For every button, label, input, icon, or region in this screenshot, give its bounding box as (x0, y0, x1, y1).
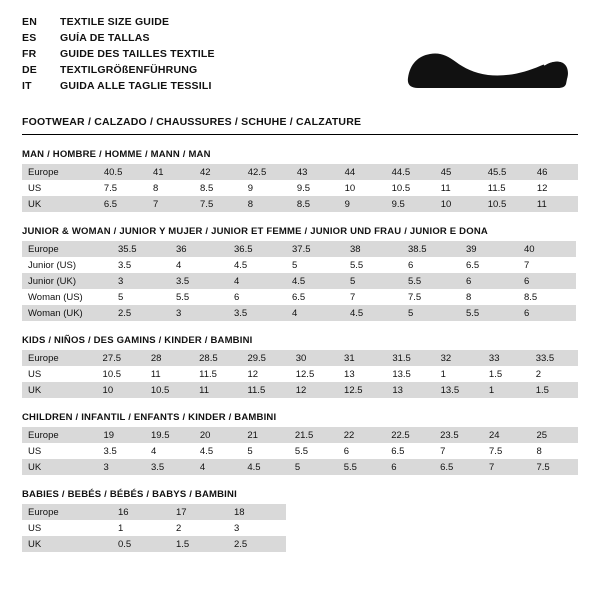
cell: 20 (194, 427, 241, 443)
dress-shoe-icon (394, 32, 574, 102)
size-table-body (22, 350, 578, 398)
group-title: MAN / HOMBRE / HOMME / MANN / MAN (22, 149, 211, 160)
cell: 1 (440, 368, 446, 380)
cell: 2 (535, 368, 541, 380)
language-row (22, 46, 215, 62)
cell: 8.5 (200, 182, 214, 194)
size-table-kids (22, 350, 578, 398)
cell: 10.5 (102, 368, 122, 380)
language-title-list (22, 14, 215, 94)
cell: 5 (289, 459, 338, 475)
size-table-body (22, 427, 578, 475)
cell: 6 (460, 273, 518, 289)
table-row (22, 366, 578, 382)
table-row (22, 180, 578, 196)
cell: 12 (247, 368, 259, 380)
table-row (22, 241, 576, 257)
cell: 7.5 (194, 196, 242, 212)
cell: 12.5 (338, 382, 386, 398)
cell: 7 (350, 291, 356, 303)
cell: 11 (440, 182, 451, 194)
cell: 6.5 (98, 196, 147, 212)
cell: 22.5 (385, 427, 434, 443)
table-row (22, 196, 578, 212)
group-kids (22, 335, 578, 398)
table-row (22, 305, 576, 321)
cell: 29.5 (241, 350, 289, 366)
cell: 11.5 (199, 368, 217, 380)
language-code: DE (22, 64, 37, 76)
cell: 40 (518, 241, 576, 257)
cell: 6.5 (292, 291, 306, 303)
row-label: Woman (UK) (22, 305, 112, 321)
row-label: Europe (22, 427, 98, 443)
cell: 31 (338, 350, 386, 366)
cell: 0.5 (112, 536, 170, 552)
row-label: Europe (22, 241, 112, 257)
cell: 33 (483, 350, 530, 366)
cell: 3 (234, 522, 240, 534)
cell: 5 (118, 291, 124, 303)
cell: 4 (194, 459, 241, 475)
table-row (22, 273, 576, 289)
row-label: Junior (UK) (22, 273, 112, 289)
cell: 5.5 (350, 259, 364, 271)
cell: 7 (524, 259, 530, 271)
header-divider (22, 134, 578, 135)
table-row (22, 443, 578, 459)
cell: 36 (170, 241, 228, 257)
language-code: IT (22, 80, 32, 92)
size-table-body (22, 164, 578, 212)
language-title: GUIDA ALLE TAGLIE TESSILI (60, 80, 212, 92)
cell: 38 (344, 241, 402, 257)
size-table-junior-woman (22, 241, 576, 321)
cell: 7 (440, 445, 446, 457)
cell: 5 (402, 305, 460, 321)
size-table-children (22, 427, 578, 475)
cell: 3 (98, 459, 145, 475)
table-row (22, 504, 286, 520)
cell: 6.5 (434, 459, 483, 475)
cell: 12.5 (295, 368, 315, 380)
cell: 4 (228, 273, 286, 289)
row-label: Woman (US) (28, 291, 83, 303)
cell: 27.5 (97, 350, 145, 366)
row-label: US (28, 445, 42, 457)
cell: 1.5 (170, 536, 228, 552)
group-title: CHILDREN / INFANTIL / ENFANTS / KINDER / BAMBINI (22, 412, 277, 423)
cell: 42 (194, 164, 242, 180)
cell: 4 (150, 445, 157, 457)
cell: 5.5 (460, 305, 518, 321)
table-row (22, 350, 578, 366)
table-row (22, 289, 576, 305)
cell: 2 (176, 522, 182, 534)
cell: 7.5 (103, 182, 118, 194)
row-label: US (28, 522, 42, 534)
cell: 32 (435, 350, 483, 366)
cell: 11 (193, 382, 241, 398)
cell: 25 (530, 427, 578, 443)
cell: 8.5 (524, 291, 538, 303)
cell: 11.5 (241, 382, 289, 398)
cell: 28 (145, 350, 193, 366)
cell: 41 (147, 164, 194, 180)
cell: 11.5 (487, 182, 506, 194)
cell: 5.5 (176, 291, 190, 303)
cell: 35.5 (112, 241, 170, 257)
cell: 6 (343, 445, 350, 457)
cell: 3 (112, 273, 170, 289)
cell: 13.5 (392, 368, 411, 380)
cell: 17 (170, 504, 228, 520)
language-title: GUÍA DE TALLAS (60, 32, 150, 44)
cell: 6 (518, 305, 576, 321)
cell: 18 (228, 504, 286, 520)
cell: 44 (339, 164, 386, 180)
cell: 40.5 (98, 164, 147, 180)
cell: 9.5 (386, 196, 435, 212)
cell: 5.5 (294, 445, 309, 457)
cell: 4.5 (234, 259, 248, 271)
group-title: KIDS / NIÑOS / DES GAMINS / KINDER / BAMBINI (22, 335, 253, 346)
cell: 2.5 (112, 305, 170, 321)
cell: 8 (242, 196, 291, 212)
cell: 6.5 (391, 445, 405, 457)
language-code: ES (22, 32, 37, 44)
cell: 44.5 (386, 164, 435, 180)
cell: 22 (338, 427, 385, 443)
cell: 1.5 (530, 382, 578, 398)
cell: 3.5 (118, 259, 132, 271)
cell: 16 (112, 504, 170, 520)
row-label: US (28, 368, 42, 380)
cell: 33.5 (530, 350, 578, 366)
size-table-body (22, 241, 576, 321)
cell: 7.5 (489, 445, 503, 457)
group-title: JUNIOR & WOMAN / JUNIOR Y MUJER / JUNIOR ET FEMME / JUNIOR UND FRAU / JUNIOR E DONA (22, 226, 488, 237)
cell: 21 (241, 427, 288, 443)
language-row (22, 78, 215, 94)
cell: 43 (291, 164, 339, 180)
row-label: UK (22, 196, 98, 212)
language-title-list-body (22, 14, 215, 94)
cell: 12 (290, 382, 338, 398)
cell: 10 (344, 182, 356, 194)
language-code: FR (22, 48, 37, 60)
cell: 5 (344, 273, 402, 289)
language-title: TEXTILGRÖßENFÜHRUNG (60, 64, 198, 76)
cell: 10 (97, 382, 145, 398)
cell: 31.5 (386, 350, 434, 366)
cell: 39 (460, 241, 518, 257)
cell: 24 (483, 427, 530, 443)
row-label: UK (22, 382, 97, 398)
cell: 1 (118, 522, 124, 534)
row-label: US (28, 182, 42, 194)
cell: 8 (152, 182, 159, 194)
cell: 10.5 (145, 382, 193, 398)
row-label: Europe (22, 164, 98, 180)
cell: 5 (292, 259, 298, 271)
cell: 8 (536, 445, 542, 457)
cell: 8 (466, 291, 472, 303)
cell: 6 (385, 459, 434, 475)
table-row (22, 536, 286, 552)
group-children (22, 412, 578, 475)
group-man (22, 149, 578, 212)
cell: 3.5 (170, 273, 228, 289)
group-babies (22, 489, 578, 552)
cell: 1.5 (488, 368, 503, 380)
cell: 5.5 (338, 459, 385, 475)
cell: 38.5 (402, 241, 460, 257)
cell: 12 (536, 182, 548, 194)
cell: 1 (483, 382, 530, 398)
cell: 7.5 (530, 459, 578, 475)
cell: 5 (247, 445, 253, 457)
cell: 10.5 (391, 182, 411, 194)
row-label: Europe (22, 504, 112, 520)
cell: 4 (286, 305, 344, 321)
cell: 4.5 (241, 459, 288, 475)
size-table-man (22, 164, 578, 212)
cell: 4.5 (286, 273, 344, 289)
language-row (22, 62, 215, 78)
cell: 42.5 (242, 164, 291, 180)
cell: 46 (531, 164, 578, 180)
table-row (22, 382, 578, 398)
size-table-body (22, 504, 286, 552)
cell: 30 (290, 350, 338, 366)
group-junior-woman (22, 226, 578, 321)
cell: 23.5 (434, 427, 483, 443)
language-row (22, 30, 215, 46)
row-label: Europe (22, 350, 97, 366)
table-row (22, 427, 578, 443)
row-label: Junior (US) (28, 259, 77, 271)
size-table-babies (22, 504, 286, 552)
cell: 21.5 (289, 427, 338, 443)
cell: 7 (483, 459, 530, 475)
cell: 45 (435, 164, 482, 180)
cell: 2.5 (228, 536, 286, 552)
cell: 3.5 (228, 305, 286, 321)
row-label: UK (22, 536, 112, 552)
cell: 28.5 (193, 350, 241, 366)
cell: 11 (531, 196, 578, 212)
cell: 19 (98, 427, 145, 443)
table-row (22, 164, 578, 180)
cell: 10.5 (482, 196, 531, 212)
cell: 3 (170, 305, 228, 321)
language-row (22, 14, 215, 30)
cell: 8.5 (291, 196, 339, 212)
cell: 3.5 (103, 445, 117, 457)
language-title: GUIDE DES TAILLES TEXTILE (60, 48, 215, 60)
cell: 37.5 (286, 241, 344, 257)
cell: 13 (386, 382, 434, 398)
cell: 9 (247, 182, 254, 194)
cell: 6 (234, 291, 240, 303)
cell: 36.5 (228, 241, 286, 257)
cell: 5.5 (402, 273, 460, 289)
row-label: UK (22, 459, 98, 475)
cell: 9.5 (296, 182, 311, 194)
cell: 4.5 (344, 305, 402, 321)
cell: 45.5 (482, 164, 531, 180)
language-code: EN (22, 16, 37, 28)
cell: 7.5 (408, 291, 422, 303)
cell: 4.5 (199, 445, 214, 457)
group-title: BABIES / BEBÉS / BÉBÉS / BABYS / BAMBINI (22, 489, 237, 500)
cell: 9 (339, 196, 386, 212)
table-row (22, 257, 576, 273)
cell: 6 (408, 259, 414, 271)
language-title: TEXTILE SIZE GUIDE (60, 16, 170, 28)
table-row (22, 520, 286, 536)
category-title: FOOTWEAR / CALZADO / CHAUSSURES / SCHUHE / CALZATURE (22, 116, 362, 128)
cell: 10 (435, 196, 482, 212)
table-row (22, 459, 578, 475)
document-header (22, 14, 578, 106)
cell: 13.5 (435, 382, 483, 398)
cell: 4 (176, 259, 182, 271)
cell: 3.5 (145, 459, 194, 475)
cell: 13 (344, 368, 355, 380)
cell: 7 (147, 196, 194, 212)
cell: 6 (518, 273, 576, 289)
cell: 11 (150, 368, 161, 380)
cell: 6.5 (466, 259, 480, 271)
cell: 19.5 (145, 427, 194, 443)
